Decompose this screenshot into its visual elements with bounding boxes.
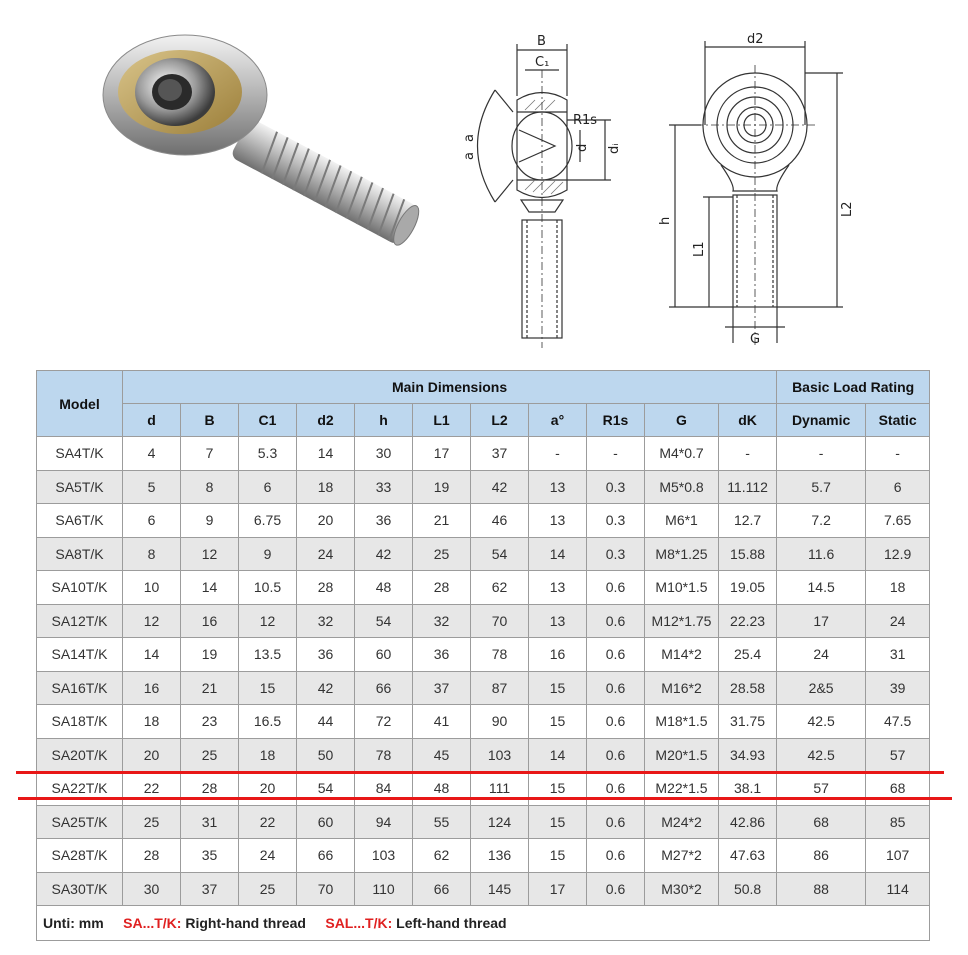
table-cell: 31: [866, 638, 930, 672]
table-cell: 15: [529, 805, 587, 839]
product-photo: [90, 20, 440, 300]
table-cell: 48: [355, 571, 413, 605]
table-cell: 16: [181, 604, 239, 638]
table-cell: 36: [297, 638, 355, 672]
table-cell: 47.5: [866, 705, 930, 739]
table-cell: -: [587, 437, 645, 471]
table-cell: 11.6: [777, 537, 866, 571]
table-cell: 86: [777, 839, 866, 873]
table-cell: 19: [181, 638, 239, 672]
front-view-drawing: [655, 25, 865, 355]
unit-label: Unti: mm: [43, 915, 104, 931]
highlight-line-top: [16, 771, 944, 774]
table-cell: 46: [471, 504, 529, 538]
table-cell: 42.5: [777, 705, 866, 739]
table-cell: 34.93: [719, 738, 777, 772]
table-cell: 0.6: [587, 872, 645, 906]
table-cell: 12.7: [719, 504, 777, 538]
table-cell: 15: [239, 671, 297, 705]
table-cell: 14: [181, 571, 239, 605]
table-cell: 37: [413, 671, 471, 705]
label-R1s: R1s: [573, 113, 598, 128]
column-header: Static: [866, 404, 930, 437]
table-cell: 32: [297, 604, 355, 638]
table-cell: 5.3: [239, 437, 297, 471]
label-B: B: [537, 34, 546, 49]
label-d2: d2: [747, 32, 764, 47]
table-cell: 48: [413, 772, 471, 806]
table-cell: 42: [471, 470, 529, 504]
table-row: [37, 872, 930, 906]
table-cell: 6: [239, 470, 297, 504]
table-cell: 28: [297, 571, 355, 605]
table-cell: 15.88: [719, 537, 777, 571]
table-cell: 33: [355, 470, 413, 504]
table-cell: 68: [866, 772, 930, 806]
column-header: d2: [297, 404, 355, 437]
table-cell: M16*2: [645, 671, 719, 705]
model-cell: SA12T/K: [37, 604, 123, 638]
table-cell: 22: [123, 772, 181, 806]
table-cell: 5: [123, 470, 181, 504]
table-cell: 57: [866, 738, 930, 772]
table-cell: 62: [471, 571, 529, 605]
column-header: C1: [239, 404, 297, 437]
model-cell: SA30T/K: [37, 872, 123, 906]
table-cell: 124: [471, 805, 529, 839]
model-cell: SA18T/K: [37, 705, 123, 739]
table-cell: M22*1.5: [645, 772, 719, 806]
model-cell: SA22T/K: [37, 772, 123, 806]
table-cell: 30: [123, 872, 181, 906]
table-row: [37, 437, 930, 471]
table-cell: -: [777, 437, 866, 471]
table-cell: M18*1.5: [645, 705, 719, 739]
table-cell: 62: [413, 839, 471, 873]
label-a2: a: [462, 152, 477, 160]
table-cell: 7.2: [777, 504, 866, 538]
table-cell: 13: [529, 470, 587, 504]
table-cell: 0.6: [587, 638, 645, 672]
table-cell: 8: [123, 537, 181, 571]
table-cell: 0.6: [587, 571, 645, 605]
table-cell: 25: [413, 537, 471, 571]
table-cell: 28: [413, 571, 471, 605]
table-cell: 107: [866, 839, 930, 873]
right-hand-code: SA...T/K:: [123, 915, 182, 931]
model-cell: SA8T/K: [37, 537, 123, 571]
table-cell: 54: [355, 604, 413, 638]
unit-note: [37, 906, 930, 941]
load-rating-header: Basic Load Rating: [777, 371, 930, 404]
table-cell: 111: [471, 772, 529, 806]
table-cell: 22.23: [719, 604, 777, 638]
table-cell: 0.3: [587, 537, 645, 571]
table-cell: 14: [123, 638, 181, 672]
table-cell: 50.8: [719, 872, 777, 906]
table-cell: 68: [777, 805, 866, 839]
table-cell: 70: [297, 872, 355, 906]
table-cell: 10: [123, 571, 181, 605]
model-cell: SA14T/K: [37, 638, 123, 672]
table-cell: 78: [355, 738, 413, 772]
table-cell: 0.3: [587, 504, 645, 538]
table-cell: 114: [866, 872, 930, 906]
table-row: [37, 705, 930, 739]
table-cell: 16: [123, 671, 181, 705]
table-cell: 85: [866, 805, 930, 839]
table-row: [37, 571, 930, 605]
table-cell: 0.6: [587, 772, 645, 806]
table-cell: 47.63: [719, 839, 777, 873]
table-cell: 18: [297, 470, 355, 504]
table-cell: 25.4: [719, 638, 777, 672]
table-cell: 0.6: [587, 604, 645, 638]
right-hand-text: Right-hand thread: [185, 915, 306, 931]
table-cell: 54: [471, 537, 529, 571]
table-cell: 20: [123, 738, 181, 772]
table-cell: 110: [355, 872, 413, 906]
table-cell: 14: [529, 738, 587, 772]
table-cell: 17: [413, 437, 471, 471]
table-cell: 12: [123, 604, 181, 638]
table-cell: 70: [471, 604, 529, 638]
table-cell: 103: [471, 738, 529, 772]
model-cell: SA10T/K: [37, 571, 123, 605]
table-cell: 9: [181, 504, 239, 538]
label-a1: a: [462, 134, 477, 142]
model-cell: SA5T/K: [37, 470, 123, 504]
table-row: [37, 671, 930, 705]
table-cell: 39: [866, 671, 930, 705]
column-header: a°: [529, 404, 587, 437]
table-cell: 18: [239, 738, 297, 772]
table-cell: 23: [181, 705, 239, 739]
table-cell: -: [529, 437, 587, 471]
column-header: dK: [719, 404, 777, 437]
column-header: h: [355, 404, 413, 437]
table-cell: 37: [471, 437, 529, 471]
label-h: h: [658, 216, 673, 225]
table-cell: 13: [529, 504, 587, 538]
table-cell: 42: [297, 671, 355, 705]
table-cell: 12: [181, 537, 239, 571]
table-cell: 66: [413, 872, 471, 906]
table-cell: 18: [866, 571, 930, 605]
table-cell: 20: [239, 772, 297, 806]
table-cell: 84: [355, 772, 413, 806]
label-L1: L1: [692, 241, 707, 257]
model-header: Model: [37, 371, 123, 437]
table-cell: 38.1: [719, 772, 777, 806]
table-cell: 2&5: [777, 671, 866, 705]
table-cell: 35: [181, 839, 239, 873]
table-cell: 10.5: [239, 571, 297, 605]
table-cell: 25: [181, 738, 239, 772]
column-header: d: [123, 404, 181, 437]
table-cell: -: [719, 437, 777, 471]
table-cell: 36: [413, 638, 471, 672]
table-cell: 17: [777, 604, 866, 638]
label-dl: dᵢ: [607, 143, 622, 154]
column-header: B: [181, 404, 239, 437]
table-cell: 16.5: [239, 705, 297, 739]
table-cell: 24: [866, 604, 930, 638]
highlight-line-bottom: [18, 797, 952, 800]
left-hand-code: SAL...T/K:: [325, 915, 393, 931]
table-cell: 103: [355, 839, 413, 873]
column-header: G: [645, 404, 719, 437]
table-cell: 42.86: [719, 805, 777, 839]
table-cell: 13.5: [239, 638, 297, 672]
table-cell: 55: [413, 805, 471, 839]
table-cell: 60: [297, 805, 355, 839]
table-cell: 44: [297, 705, 355, 739]
table-cell: 19: [413, 470, 471, 504]
table-cell: 15: [529, 839, 587, 873]
table-cell: 12.9: [866, 537, 930, 571]
table-cell: 16: [529, 638, 587, 672]
column-header: R1s: [587, 404, 645, 437]
table-cell: 5.7: [777, 470, 866, 504]
table-cell: 24: [297, 537, 355, 571]
model-cell: SA20T/K: [37, 738, 123, 772]
table-cell: 90: [471, 705, 529, 739]
table-cell: 15: [529, 671, 587, 705]
table-cell: 14: [297, 437, 355, 471]
table-cell: 6.75: [239, 504, 297, 538]
table-cell: 36: [355, 504, 413, 538]
table-cell: 24: [777, 638, 866, 672]
model-cell: SA4T/K: [37, 437, 123, 471]
table-cell: 0.6: [587, 705, 645, 739]
label-C1: C₁: [535, 55, 550, 70]
column-header: L2: [471, 404, 529, 437]
table-cell: M4*0.7: [645, 437, 719, 471]
table-cell: -: [866, 437, 930, 471]
table-cell: 25: [123, 805, 181, 839]
side-section-drawing: [455, 30, 655, 350]
label-d: d: [575, 143, 590, 152]
table-cell: 41: [413, 705, 471, 739]
model-cell: SA28T/K: [37, 839, 123, 873]
column-header: L1: [413, 404, 471, 437]
table-cell: 42: [355, 537, 413, 571]
table-cell: 15: [529, 772, 587, 806]
table-row: [37, 470, 930, 504]
table-cell: 15: [529, 705, 587, 739]
table-cell: 31.75: [719, 705, 777, 739]
table-row: [37, 604, 930, 638]
table-cell: M10*1.5: [645, 571, 719, 605]
table-cell: 13: [529, 571, 587, 605]
table-cell: 60: [355, 638, 413, 672]
table-cell: 25: [239, 872, 297, 906]
table-cell: 9: [239, 537, 297, 571]
table-cell: 37: [181, 872, 239, 906]
table-cell: 21: [181, 671, 239, 705]
table-cell: 7.65: [866, 504, 930, 538]
left-hand-text: Left-hand thread: [396, 915, 507, 931]
table-cell: 19.05: [719, 571, 777, 605]
table-cell: 72: [355, 705, 413, 739]
table-cell: 42.5: [777, 738, 866, 772]
table-cell: 30: [355, 437, 413, 471]
table-cell: M6*1: [645, 504, 719, 538]
table-cell: 94: [355, 805, 413, 839]
table-cell: M24*2: [645, 805, 719, 839]
table-row: [37, 504, 930, 538]
table-cell: 24: [239, 839, 297, 873]
table-cell: 20: [297, 504, 355, 538]
table-cell: M12*1.75: [645, 604, 719, 638]
main-dimensions-header: Main Dimensions: [123, 371, 777, 404]
label-L2: L2: [840, 201, 855, 217]
table-cell: 57: [777, 772, 866, 806]
table-cell: 31: [181, 805, 239, 839]
table-row: [37, 805, 930, 839]
model-cell: SA16T/K: [37, 671, 123, 705]
table-cell: 136: [471, 839, 529, 873]
table-cell: 14: [529, 537, 587, 571]
table-cell: 6: [123, 504, 181, 538]
table-cell: 0.6: [587, 805, 645, 839]
table-cell: 18: [123, 705, 181, 739]
spec-table: [36, 370, 930, 941]
table-cell: 12: [239, 604, 297, 638]
table-row: [37, 638, 930, 672]
table-cell: 66: [297, 839, 355, 873]
table-cell: 8: [181, 470, 239, 504]
table-cell: 0.6: [587, 839, 645, 873]
table-cell: 14.5: [777, 571, 866, 605]
table-cell: 0.3: [587, 470, 645, 504]
table-row: [37, 537, 930, 571]
table-cell: 54: [297, 772, 355, 806]
table-cell: 32: [413, 604, 471, 638]
table-cell: 28: [181, 772, 239, 806]
table-cell: 17: [529, 872, 587, 906]
table-cell: 28.58: [719, 671, 777, 705]
table-row: [37, 839, 930, 873]
table-cell: 88: [777, 872, 866, 906]
table-cell: 0.6: [587, 738, 645, 772]
table-cell: 0.6: [587, 671, 645, 705]
table-cell: 6: [866, 470, 930, 504]
table-cell: 4: [123, 437, 181, 471]
table-cell: 28: [123, 839, 181, 873]
model-cell: SA6T/K: [37, 504, 123, 538]
table-cell: M20*1.5: [645, 738, 719, 772]
label-G: G: [750, 332, 761, 347]
table-cell: 78: [471, 638, 529, 672]
model-cell: SA25T/K: [37, 805, 123, 839]
table-cell: 11.112: [719, 470, 777, 504]
table-cell: 66: [355, 671, 413, 705]
table-cell: 87: [471, 671, 529, 705]
table-cell: 7: [181, 437, 239, 471]
table-cell: 13: [529, 604, 587, 638]
table-cell: M14*2: [645, 638, 719, 672]
table-cell: M5*0.8: [645, 470, 719, 504]
table-cell: M8*1.25: [645, 537, 719, 571]
table-cell: 21: [413, 504, 471, 538]
column-header: Dynamic: [777, 404, 866, 437]
table-row: [37, 738, 930, 772]
table-cell: 22: [239, 805, 297, 839]
table-cell: M30*2: [645, 872, 719, 906]
table-cell: 50: [297, 738, 355, 772]
table-cell: 45: [413, 738, 471, 772]
table-cell: 145: [471, 872, 529, 906]
table-cell: M27*2: [645, 839, 719, 873]
